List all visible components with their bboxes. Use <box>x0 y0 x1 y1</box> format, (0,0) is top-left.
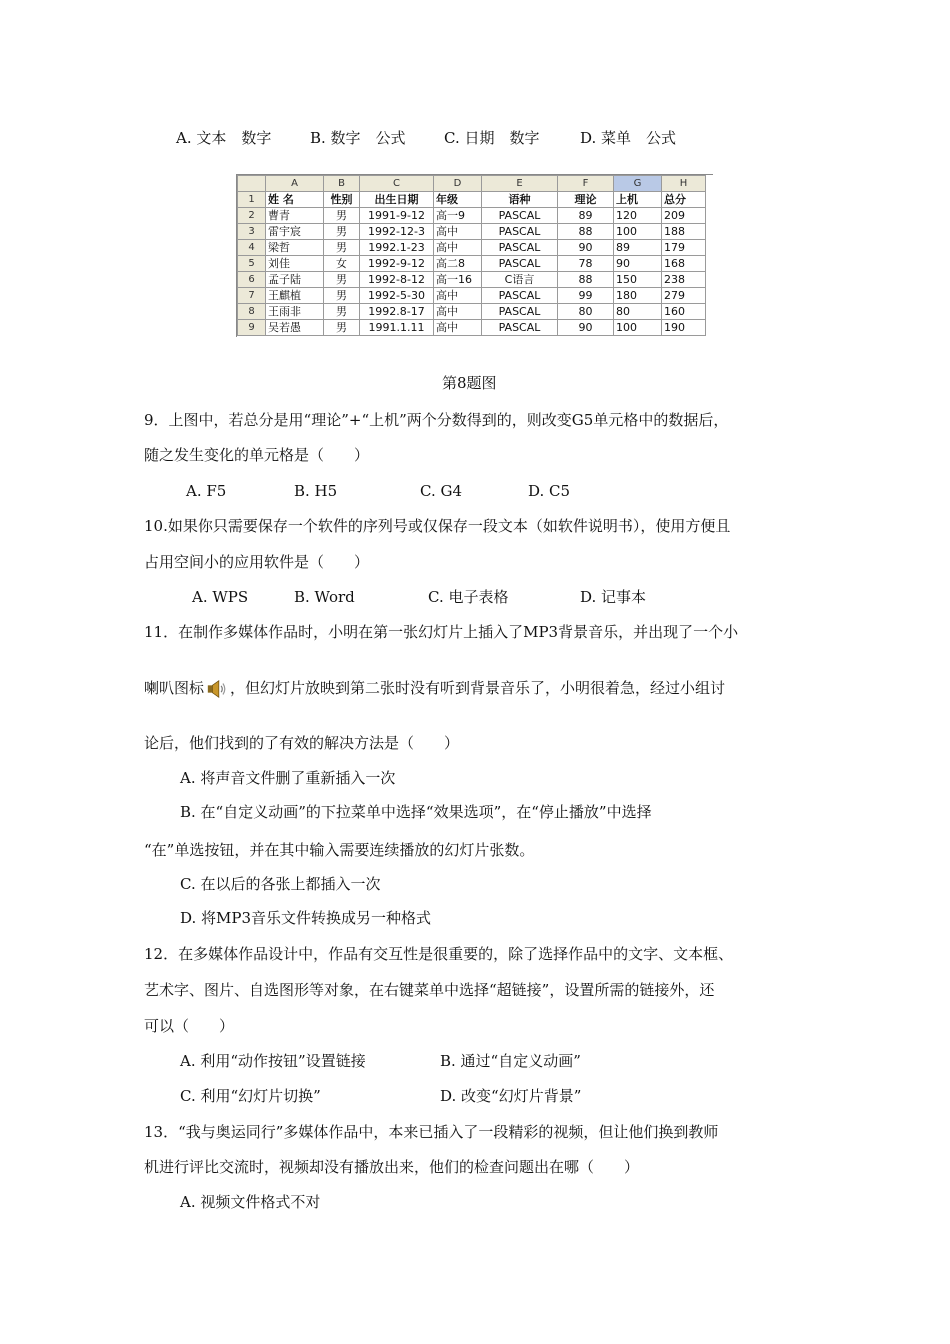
q13-stem-line2: 机进行评比交流时，视频却没有播放出来，他们的检查问题出在哪（ ） <box>144 1158 640 1176</box>
table-cell: 高中 <box>434 224 482 240</box>
table-cell: PASCAL <box>482 240 558 256</box>
q11-stem-line2-end: ，但幻灯片放映到第二张时没有听到背景音乐了，小明很着急，经过小组讨 <box>230 679 726 697</box>
q9-option-a: A. F5 <box>186 482 227 500</box>
table-cell: 78 <box>558 256 614 272</box>
column-header: G <box>614 176 662 192</box>
q8-option-d: D. 菜单 公式 <box>580 129 677 147</box>
table-cell: 王雨非 <box>266 304 324 320</box>
q12-option-b: B. 通过“自定义动画” <box>440 1052 581 1070</box>
q12-stem-line1: 12．在多媒体作品设计中，作品有交互性是很重要的，除了选择作品中的文字、文本框、 <box>144 945 734 963</box>
column-header: C <box>360 176 434 192</box>
column-header: D <box>434 176 482 192</box>
table-cell: 曹青 <box>266 208 324 224</box>
table-cell: 168 <box>662 256 706 272</box>
table-cell: 男 <box>324 320 360 336</box>
table-cell: 男 <box>324 304 360 320</box>
column-header: B <box>324 176 360 192</box>
table-row <box>238 224 706 240</box>
q9-option-d: D. C5 <box>528 482 571 500</box>
column-header: F <box>558 176 614 192</box>
table-cell: 100 <box>614 224 662 240</box>
row-number: 4 <box>238 240 266 256</box>
table-cell: 150 <box>614 272 662 288</box>
row-number: 8 <box>238 304 266 320</box>
table-cell: 梁哲 <box>266 240 324 256</box>
table-cell: 刘佳 <box>266 256 324 272</box>
table-cell: C语言 <box>482 272 558 288</box>
q10-stem-line1: 10.如果你只需要保存一个软件的序列号或仅保存一段文本（如软件说明书），使用方便且 <box>144 517 731 535</box>
table-cell: 王麒植 <box>266 288 324 304</box>
table-cell: 高一16 <box>434 272 482 288</box>
table-cell: PASCAL <box>482 208 558 224</box>
table-cell: 性别 <box>324 192 360 208</box>
q10-option-a: A. WPS <box>192 588 249 606</box>
row-number: 5 <box>238 256 266 272</box>
table-cell: 188 <box>662 224 706 240</box>
q8-option-c: C. 日期 数字 <box>444 129 540 147</box>
table-cell: 姓 名 <box>266 192 324 208</box>
table-cell: 高中 <box>434 320 482 336</box>
table-cell: 89 <box>558 208 614 224</box>
table-cell: 雷宇宸 <box>266 224 324 240</box>
table-cell: 90 <box>558 320 614 336</box>
q13-option-a: A. 视频文件格式不对 <box>180 1193 321 1211</box>
q12-option-d: D. 改变“幻灯片背景” <box>440 1087 582 1105</box>
table-cell: 1992-5-30 <box>360 288 434 304</box>
column-header: H <box>662 176 706 192</box>
row-number: 3 <box>238 224 266 240</box>
q11-option-b-line2: “在”单选按钮，并在其中输入需要连续播放的幻灯片张数。 <box>144 841 535 859</box>
q10-stem-line2: 占用空间小的应用软件是（ ） <box>144 553 370 571</box>
q11-stem-line3: 论后，他们找到的了有效的解决方法是（ ） <box>144 734 460 752</box>
table-cell: 180 <box>614 288 662 304</box>
table-cell: 高二8 <box>434 256 482 272</box>
table-cell: 100 <box>614 320 662 336</box>
q10-option-d: D. 记事本 <box>580 588 647 606</box>
table-cell: 孟子陆 <box>266 272 324 288</box>
q12-option-c: C. 利用“幻灯片切换” <box>180 1087 321 1105</box>
table-cell: 男 <box>324 272 360 288</box>
table-cell: 88 <box>558 224 614 240</box>
table-cell: 出生日期 <box>360 192 434 208</box>
table-cell: 80 <box>614 304 662 320</box>
table-cell: 89 <box>614 240 662 256</box>
row-number: 1 <box>238 192 266 208</box>
q9-option-c: C. G4 <box>420 482 463 500</box>
q11-option-d: D. 将MP3音乐文件转换成另一种格式 <box>180 909 432 927</box>
table-cell: PASCAL <box>482 288 558 304</box>
table-cell: 男 <box>324 208 360 224</box>
table-row <box>238 288 706 304</box>
q12-option-a: A. 利用“动作按钮”设置链接 <box>180 1052 366 1070</box>
table-row <box>238 256 706 272</box>
table-cell: 年级 <box>434 192 482 208</box>
q10-option-b: B. Word <box>294 588 355 606</box>
table-cell: 男 <box>324 288 360 304</box>
table-row <box>238 208 706 224</box>
table-cell: 男 <box>324 224 360 240</box>
row-number: 7 <box>238 288 266 304</box>
row-number: 2 <box>238 208 266 224</box>
q12-stem-line2: 艺术字、图片、自选图形等对象，在右键菜单中选择“超链接”，设置所需的链接外，还 <box>144 981 715 999</box>
table-cell: 179 <box>662 240 706 256</box>
table-row <box>238 304 706 320</box>
table-cell: 160 <box>662 304 706 320</box>
q11-option-c: C. 在以后的各张上都插入一次 <box>180 875 381 893</box>
row-number: 6 <box>238 272 266 288</box>
table-cell: 1991.1.11 <box>360 320 434 336</box>
q11-stem-line2 <box>144 678 725 700</box>
q10-option-c: C. 电子表格 <box>428 588 509 606</box>
column-header <box>238 176 266 192</box>
table-cell: 238 <box>662 272 706 288</box>
table-cell: 语种 <box>482 192 558 208</box>
column-header: E <box>482 176 558 192</box>
q11-stem-line2-start: 喇叭图标 <box>144 679 205 697</box>
speaker-icon <box>206 678 228 700</box>
table-cell: 高中 <box>434 240 482 256</box>
table-row <box>238 320 706 336</box>
table-cell: 上机 <box>614 192 662 208</box>
table-cell: PASCAL <box>482 256 558 272</box>
q9-stem-line2: 随之发生变化的单元格是（ ） <box>144 446 370 464</box>
table-cell: 男 <box>324 240 360 256</box>
q8-option-a: A. 文本 数字 <box>176 129 272 147</box>
q11-option-b-line1: B. 在“自定义动画”的下拉菜单中选择“效果选项”，在“停止播放”中选择 <box>180 803 652 821</box>
table-cell: 1992-12-3 <box>360 224 434 240</box>
q11-stem-line1: 11．在制作多媒体作品时，小明在第一张幻灯片上插入了MP3背景音乐，并出现了一个小 <box>144 623 739 641</box>
table-cell: 1992.1-23 <box>360 240 434 256</box>
table-cell: 高中 <box>434 288 482 304</box>
figure-caption: 第8题图 <box>442 374 497 392</box>
q9-stem-line1: 9．上图中，若总分是用“理论”+“上机”两个分数得到的，则改变G5单元格中的数据后， <box>144 411 729 429</box>
row-number: 9 <box>238 320 266 336</box>
table-cell: 高中 <box>434 304 482 320</box>
table-cell: 88 <box>558 272 614 288</box>
table-cell: 理论 <box>558 192 614 208</box>
table-cell: 279 <box>662 288 706 304</box>
table-cell: 190 <box>662 320 706 336</box>
table-cell: 1991-9-12 <box>360 208 434 224</box>
table-cell: 1992-9-12 <box>360 256 434 272</box>
table-cell: 99 <box>558 288 614 304</box>
table-row <box>238 192 706 208</box>
table-row <box>238 240 706 256</box>
table-cell: 80 <box>558 304 614 320</box>
table-cell: 90 <box>614 256 662 272</box>
q9-option-b: B. H5 <box>294 482 338 500</box>
table-cell: 总分 <box>662 192 706 208</box>
table-cell: 1992.8-17 <box>360 304 434 320</box>
table-cell: PASCAL <box>482 224 558 240</box>
table-cell: 高一9 <box>434 208 482 224</box>
q8-option-b: B. 数字 公式 <box>310 129 406 147</box>
table-cell: PASCAL <box>482 320 558 336</box>
q12-stem-line3: 可以（ ） <box>144 1017 235 1035</box>
q13-stem-line1: 13．“我与奥运同行”多媒体作品中，本来已插入了一段精彩的视频，但让他们换到教师 <box>144 1123 719 1141</box>
q11-option-a: A. 将声音文件删了重新插入一次 <box>180 769 396 787</box>
table-cell: 120 <box>614 208 662 224</box>
table-row <box>238 272 706 288</box>
spreadsheet-figure <box>236 174 713 337</box>
table-cell: PASCAL <box>482 304 558 320</box>
column-header: A <box>266 176 324 192</box>
table-cell: 吴若愚 <box>266 320 324 336</box>
table-cell: 1992-8-12 <box>360 272 434 288</box>
column-header-row <box>238 176 706 192</box>
spreadsheet-table <box>237 175 706 336</box>
table-cell: 209 <box>662 208 706 224</box>
table-cell: 90 <box>558 240 614 256</box>
table-cell: 女 <box>324 256 360 272</box>
